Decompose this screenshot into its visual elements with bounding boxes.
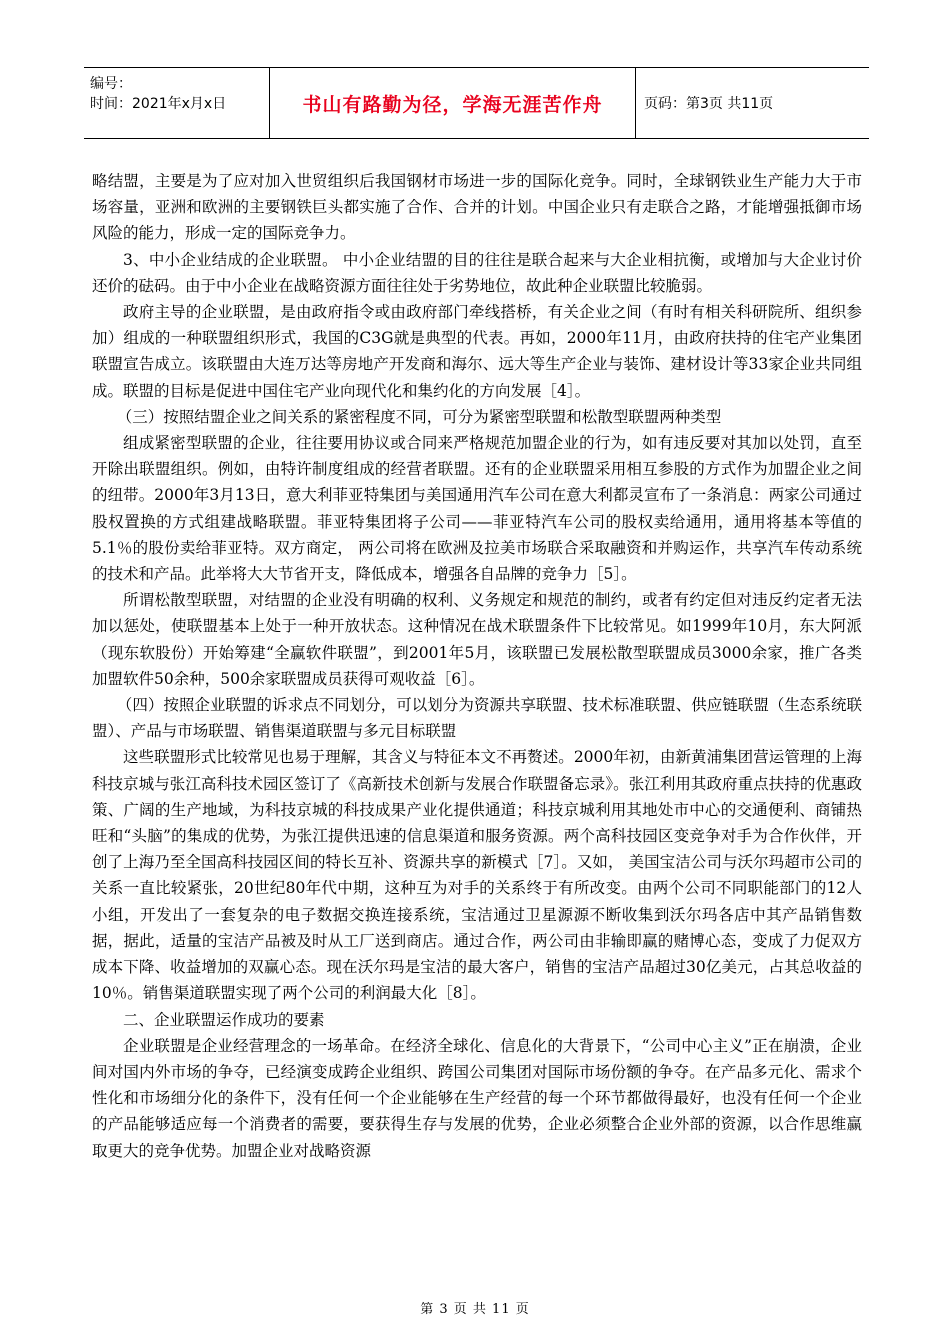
header-motto-cell bbox=[270, 68, 636, 138]
paragraph-loose-alliance: 所谓松散型联盟，对结盟的企业没有明确的权利、义务规定和规范的制约，或者有约定但对违反约定者无法加以惩处，使联盟基本上处于一种开放状态。这种情况在战术联盟条件下比较常见。如1999年10月，东大阿派（现东软股份）开始筹建“全赢软件联盟”，到2001年5月，该联盟已发展松散型联盟成员3000余家，推广各类加盟软件50余种，500余家联盟成员获得可观收益［6］。 bbox=[92, 591, 862, 688]
header-meta bbox=[84, 68, 270, 138]
paragraph-tight-alliance: 组成紧密型联盟的企业，往往要用协议或合同来严格规范加盟企业的行为，如有违反要对其加以处罚，直至开除出联盟组织。例如，由特许制度组成的经营者联盟。还有的企业联盟采用相互参股的方式作为加盟企业之间的纽带。2000年3月13日，意大利菲亚特集团与美国通用汽车公司在意大利都灵宣布了一条消息：两家公司通过股权置换的方式组建战略联盟。菲亚特集团将子公司——菲亚特汽车公司的股权卖给通用，通用将基本等值的5.1％的股份卖给菲亚特。双方商定， 两公司将在欧洲及拉美市场联合采取融资和并购运作，共享汽车传动系统的技术和产品。此举将大大节省开支，降低成本，增强各自品牌的竞争力［5］。 bbox=[92, 434, 862, 584]
paragraph-government-alliance: 政府主导的企业联盟，是由政府指令或由政府部门牵线搭桥，有关企业之间（有时有相关科研院所、组织参加）组成的一种联盟组织形式，我国的C3G就是典型的代表。再如，2000年11月，由政府扶持的住宅产业集团联盟宣告成立。该联盟由大连万达等房地产开发商和海尔、远大等生产企业与装饰、建材设计等33家企业共同组成。联盟的目标是促进中国住宅产业向现代化和集约化的方向发展［4］。 bbox=[92, 303, 862, 400]
paragraph-alliance-revolution: 企业联盟是企业经营理念的一场革命。在经济全球化、信息化的大背景下，“公司中心主义”正在崩溃，企业间对国内外市场的争夺，已经演变成跨企业组织、跨国公司集团对国际市场份额的争夺。在产品多元化、需求个性化和市场细分化的条件下，没有任何一个企业能够在生产经营的每一个环节都做得最好，也没有任何一个企业的产品能够适应每一个消费者的需要，要获得生存与发展的优势，企业必须整合企业外部的资源，以合作思维赢取更大的竞争优势。加盟企业对战略资源 bbox=[92, 1036, 862, 1160]
document-number-label: 编号： bbox=[90, 76, 132, 92]
header-motto: 书山有路勤为径，学海无涯苦作舟 bbox=[302, 93, 603, 116]
paragraph-continuation: 略结盟，主要是为了应对加入世贸组织后我国钢材市场进一步的国际化竞争。同时，全球钢铁业生产能力大于市场容量，亚洲和欧洲的主要钢铁巨头都实施了合作、合并的计划。中国企业只有走联合之路，才能增强抵御市场风险的能力，形成一定的国际竞争力。 bbox=[92, 172, 862, 243]
document-date: 时间：2021年x月x日 bbox=[90, 96, 227, 112]
page-footer: 第 3 页 共 11 页 bbox=[420, 1302, 530, 1317]
section-heading-tightness: （三）按照结盟企业之间关系的紧密程度不同，可分为紧密型联盟和松散型联盟两种类型 bbox=[116, 407, 722, 426]
page-header bbox=[84, 67, 869, 139]
section-heading-appeal: （四）按照企业联盟的诉求点不同划分，可以划分为资源共享联盟、技术标准联盟、供应链联盟（生态系统联盟）、产品与市场联盟、销售渠道联盟与多元目标联盟 bbox=[92, 696, 862, 741]
header-page-info: 页码：第3页 共11页 bbox=[644, 96, 774, 112]
document-body bbox=[92, 168, 862, 1164]
paragraph-sme-alliance: 3、中小企业结成的企业联盟。 中小企业结盟的目的往往是联合起来与大企业相抗衡，或增加与大企业讨价还价的砝码。由于中小企业在战略资源方面往往处于劣势地位，故此种企业联盟比较脆弱。 bbox=[92, 250, 862, 295]
paragraph-alliance-examples: 这些联盟形式比较常见也易于理解，其含义与特征本文不再赘述。2000年初，由新黄浦集团营运管理的上海科技京城与张江高科技术园区签订了《高新技术创新与发展合作联盟备忘录》。张江利用其政府重点扶持的优惠政策、广阔的生产地域，为科技京城的科技成果产业化提供通道；科技京城利用其地处市中心的交通便利、商铺热旺和“头脑”的集成的优势，为张江提供迅速的信息渠道和服务资源。两个高科技园区变竞争对手为合作伙伴，开创了上海乃至全国高科技园区间的特长互补、资源共享的新模式［7］。又如， 美国宝洁公司与沃尔玛超市公司的关系一直比较紧张，20世纪80年代中期，这种互为对手的关系终于有所改变。由两个公司不同职能部门的12人小组，开发出了一套复杂的电子数据交换连接系统，宝洁通过卫星源源不断收集到沃尔玛各店中其产品销售数据，据此，适量的宝洁产品被及时从工厂送到商店。通过合作，两公司由非输即赢的赌博心态，变成了力促双方成本下降、收益增加的双赢心态。现在沃尔玛是宝洁的最大客户，销售的宝洁产品超过30亿美元，占其总收益的10％。销售渠道联盟实现了两个公司的利润最大化［8］。 bbox=[92, 748, 862, 1003]
section-heading-success-factors: 二、企业联盟运作成功的要素 bbox=[123, 1010, 325, 1029]
